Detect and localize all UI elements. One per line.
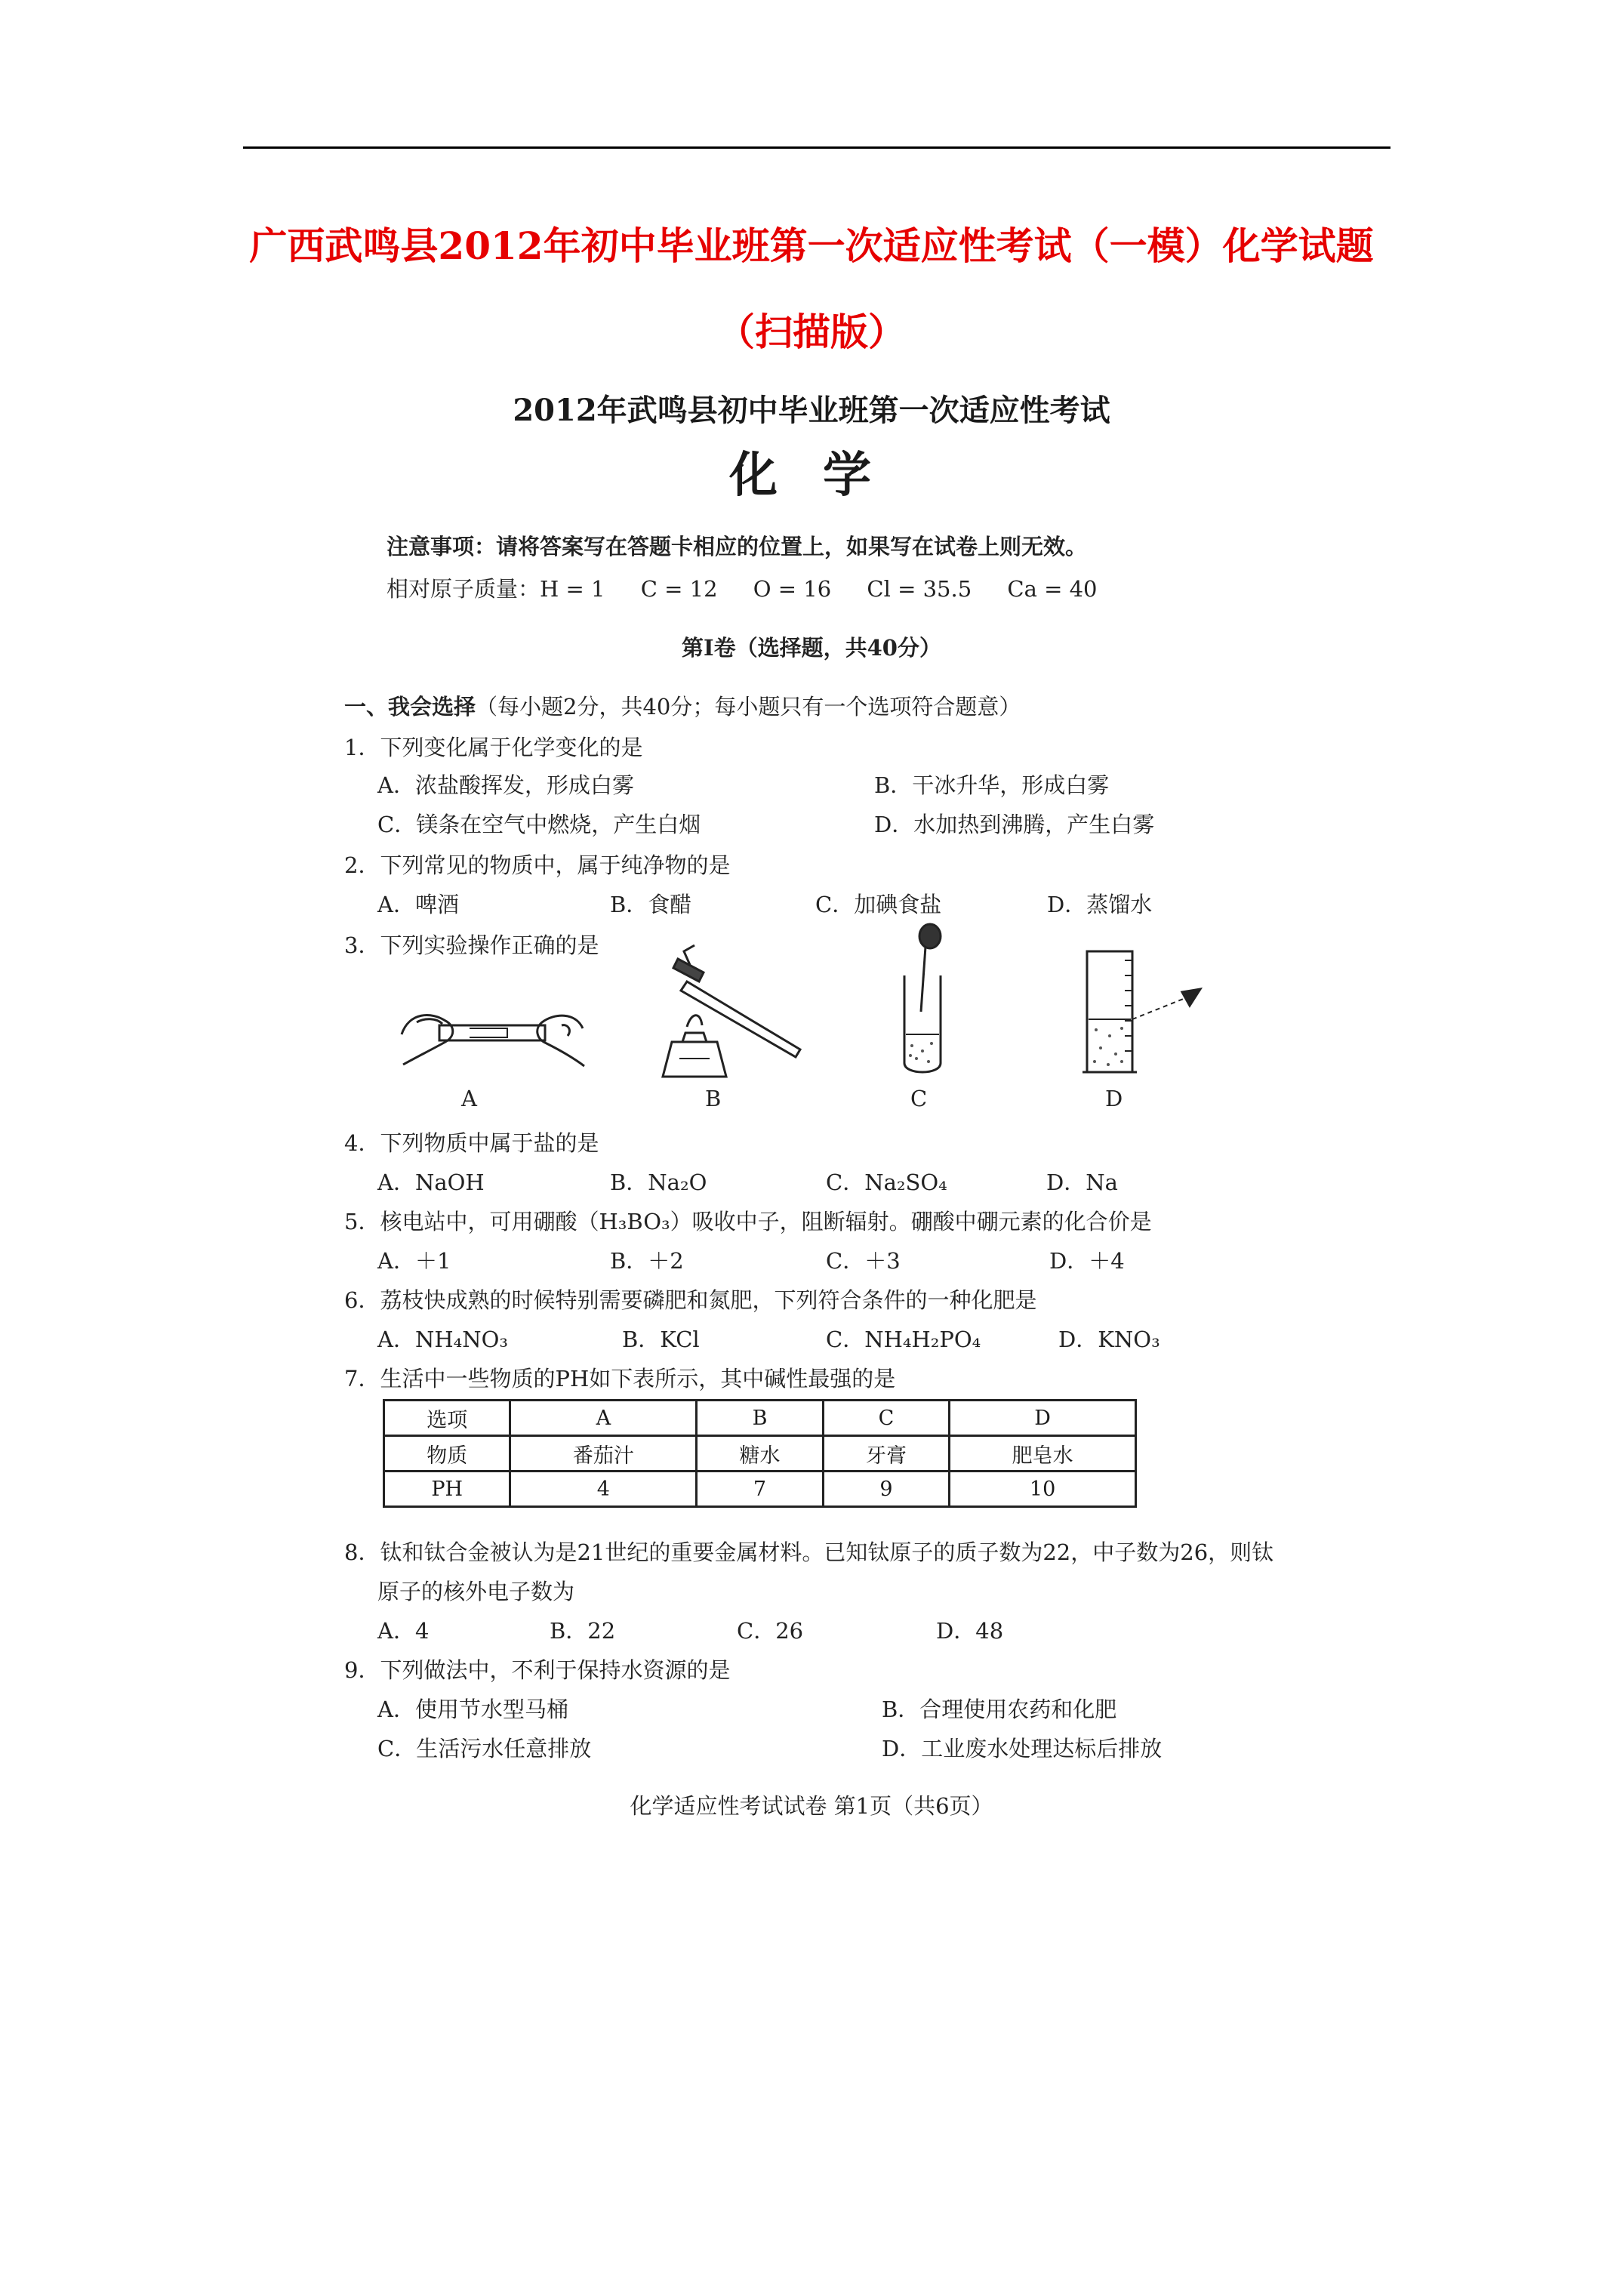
question-3-stem: 3．下列实验操作正确的是 (344, 932, 599, 958)
ph-table-cell: A (510, 1401, 697, 1436)
ph-table-cell: B (697, 1401, 823, 1436)
ph-table-cell: 9 (823, 1472, 949, 1507)
question-5-option-a: A．＋1 (377, 1248, 451, 1274)
ph-table-cell: 牙膏 (823, 1436, 949, 1472)
section-note: （每小题2分，共40分；每小题只有一个选项符合题意） (476, 694, 1021, 720)
question-4-option-d: D．Na (1046, 1170, 1118, 1195)
question-8-stem-continued: 原子的核外电子数为 (377, 1579, 575, 1604)
question-4-option-a: A．NaOH (377, 1170, 485, 1195)
question-5-option-c: C．＋3 (826, 1248, 901, 1274)
question-2-stem: 2．下列常见的物质中，属于纯净物的是 (344, 852, 731, 878)
ph-table-cell: PH (384, 1472, 510, 1507)
figure-a-label: A (461, 1086, 477, 1111)
atomic-masses (387, 572, 1098, 603)
ph-table-cell: 10 (950, 1472, 1136, 1507)
question-2-option-d: D．蒸馏水 (1047, 892, 1153, 917)
mass-c: C = 12 (640, 576, 718, 602)
question-2-option-a: A．啤酒 (377, 892, 459, 917)
question-9-stem: 9．下列做法中，不利于保持水资源的是 (344, 1657, 731, 1683)
question-6-option-d: D．KNO₃ (1058, 1327, 1160, 1352)
question-8-option-b: B．22 (550, 1618, 616, 1644)
question-1-stem: 1．下列变化属于化学变化的是 (344, 735, 643, 760)
document-subtitle: （扫描版） (717, 310, 906, 354)
question-4-stem: 4．下列物质中属于盐的是 (344, 1130, 599, 1156)
question-1-option-b: B．干冰升华，形成白雾 (874, 772, 1110, 798)
question-5-option-d: D．＋4 (1049, 1248, 1125, 1274)
question-6-option-c: C．NH₄H₂PO₄ (826, 1327, 981, 1352)
ph-table-cell: 选项 (384, 1401, 510, 1436)
question-6-option-b: B．KCl (622, 1327, 700, 1352)
mass-h: 相对原子质量：H = 1 (387, 576, 605, 602)
figure-d-label: D (1105, 1086, 1123, 1111)
figure-a-test-tube-shaking (387, 982, 598, 1080)
ph-table-cell: C (823, 1401, 949, 1436)
ph-table-cell: D (950, 1401, 1136, 1436)
question-9-option-a: A．使用节水型马桶 (377, 1697, 568, 1722)
question-6-stem: 6．荔枝快成熟的时候特别需要磷肥和氮肥，下列符合条件的一种化肥是 (344, 1287, 1037, 1313)
document-title: 广西武鸣县2012年初中毕业班第一次适应性考试（一模）化学试题 (249, 223, 1374, 268)
mass-ca: Ca = 40 (1007, 576, 1098, 602)
question-1-option-d: D．水加热到沸腾，产生白雾 (874, 812, 1155, 837)
ph-table-cell: 4 (510, 1472, 697, 1507)
ph-table-cell: 肥皂水 (950, 1436, 1136, 1472)
question-9-option-c: C．生活污水任意排放 (377, 1736, 592, 1761)
mass-cl: Cl = 35.5 (867, 576, 972, 602)
ph-table-row (384, 1472, 1136, 1507)
ph-table-row (384, 1401, 1136, 1436)
section-head: 一、我会选择 (344, 694, 476, 720)
notice: 注意事项：请将答案写在答题卡相应的位置上，如果写在试卷上则无效。 (387, 534, 1088, 559)
page-footer: 化学适应性考试试卷 第1页（共6页） (630, 1793, 993, 1819)
question-9-option-d: D．工业废水处理达标后排放 (882, 1736, 1163, 1761)
exam-subject: 化学 (729, 447, 916, 504)
question-8-option-d: D．48 (936, 1618, 1004, 1644)
question-2-option-b: B．食醋 (610, 892, 692, 917)
figure-b-label: B (705, 1086, 722, 1111)
figure-c-label: C (910, 1086, 928, 1111)
top-rule (243, 146, 1390, 149)
figure-c-dropper-in-tube (883, 921, 966, 1080)
ph-table-row (384, 1436, 1136, 1472)
question-8-option-a: A．4 (377, 1618, 430, 1644)
ph-table-cell: 物质 (384, 1436, 510, 1472)
question-4-option-b: B．Na₂O (610, 1170, 707, 1195)
section-heading (344, 690, 1021, 721)
question-9-option-b: B．合理使用农药和化肥 (882, 1697, 1117, 1722)
exam-title: 2012年武鸣县初中毕业班第一次适应性考试 (513, 393, 1110, 428)
mass-o: O = 16 (753, 576, 832, 602)
question-8-option-c: C．26 (737, 1618, 804, 1644)
question-1-option-c: C．镁条在空气中燃烧，产生白烟 (377, 812, 701, 837)
question-5-option-b: B．＋2 (610, 1248, 684, 1274)
ph-table (383, 1399, 1137, 1508)
question-1-option-a: A．浓盐酸挥发，形成白雾 (377, 772, 634, 798)
figure-d-graduated-cylinder (1072, 936, 1208, 1080)
ph-table-cell: 7 (697, 1472, 823, 1507)
question-2-option-c: C．加碘食盐 (815, 892, 942, 917)
ph-table-cell: 番茄汁 (510, 1436, 697, 1472)
part-heading: 第Ⅰ卷（选择题，共40分） (682, 635, 941, 661)
question-5-stem: 5．核电站中，可用硼酸（H₃BO₃）吸收中子，阻断辐射。硼酸中硼元素的化合价是 (344, 1209, 1152, 1234)
ph-table-cell: 糖水 (697, 1436, 823, 1472)
question-8-stem: 8．钛和钛合金被认为是21世纪的重要金属材料。已知钛原子的质子数为22，中子数为26，则钛 (344, 1539, 1274, 1565)
question-7-stem: 7．生活中一些物质的PH如下表所示，其中碱性最强的是 (344, 1366, 896, 1391)
question-4-option-c: C．Na₂SO₄ (826, 1170, 947, 1195)
figure-b-heating-test-tube (642, 929, 815, 1087)
question-6-option-a: A．NH₄NO₃ (377, 1327, 509, 1352)
